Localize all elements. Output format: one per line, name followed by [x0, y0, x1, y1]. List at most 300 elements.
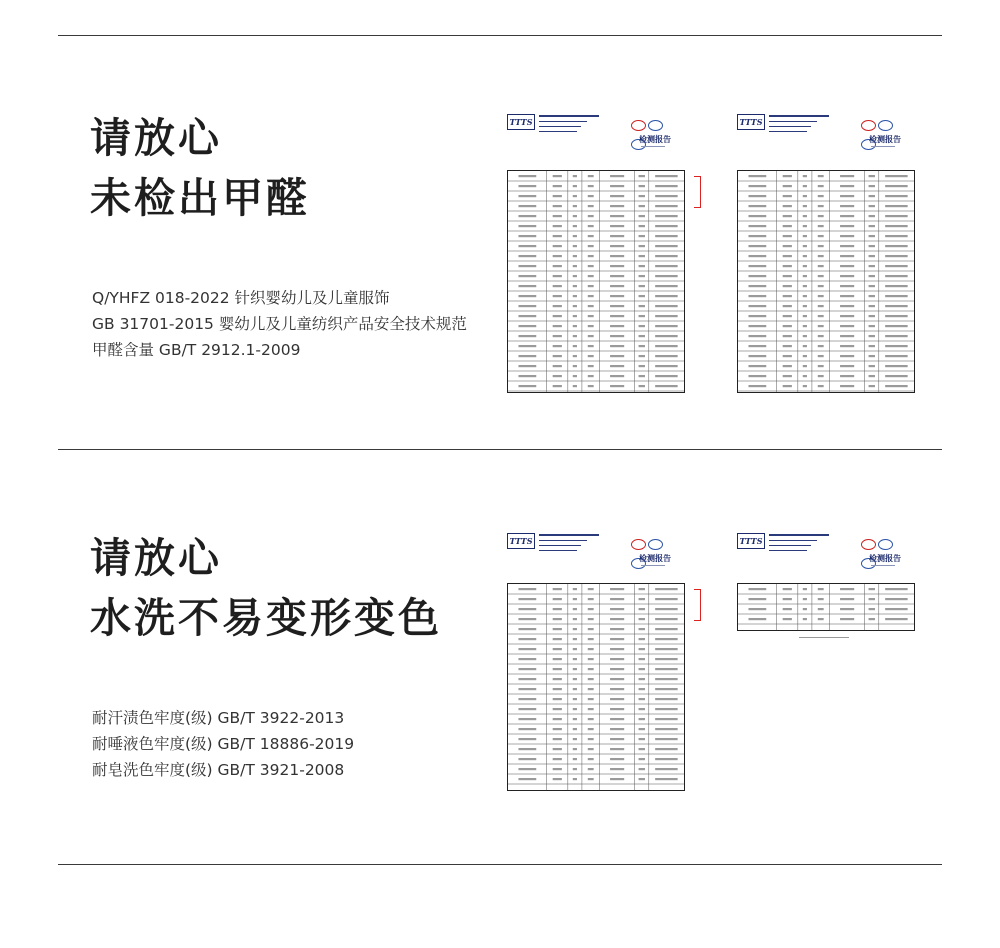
fine-print-text [655, 768, 677, 770]
fine-print-text [840, 365, 854, 367]
report-title: 检测报告 [639, 135, 671, 144]
fine-print-text [518, 698, 536, 700]
fine-print-text [518, 235, 536, 237]
fine-print-text [518, 195, 536, 197]
cma-badge-icon [861, 539, 876, 550]
fine-print-text [518, 185, 536, 187]
fine-print-text [818, 215, 824, 217]
fine-print-text [639, 275, 645, 277]
fine-print-text [573, 225, 577, 227]
standard-item: 耐唾液色牢度(级) GB/T 18886-2019 [92, 735, 355, 753]
report-table-grid [738, 584, 914, 630]
fine-print-text [553, 335, 562, 337]
fine-print-text [518, 335, 536, 337]
standards-list [92, 705, 354, 783]
fine-print-text [869, 335, 875, 337]
fine-print-text [518, 738, 536, 740]
fine-print-text [840, 275, 854, 277]
fine-print-text [610, 698, 624, 700]
fine-print-text [818, 385, 824, 387]
fine-print-text [655, 315, 677, 317]
fine-print-text [610, 245, 624, 247]
fine-print-text [783, 375, 792, 377]
fine-print-text [553, 758, 562, 760]
fine-print-text [553, 738, 562, 740]
fine-print-text [639, 345, 645, 347]
fine-print-text [639, 205, 645, 207]
fine-print-text [818, 235, 824, 237]
fine-print-text [783, 255, 792, 257]
certification-badges [631, 116, 681, 126]
fine-print-text [573, 275, 577, 277]
fine-print-text [610, 335, 624, 337]
fine-print-text [803, 275, 807, 277]
fine-print-text [588, 768, 594, 770]
fine-print-text [610, 315, 624, 317]
fine-print-text [518, 275, 536, 277]
fine-print-text [869, 325, 875, 327]
cnas-badge-icon [648, 539, 663, 550]
fine-print-text [639, 305, 645, 307]
fine-print-text [610, 608, 624, 610]
fine-print-text [748, 235, 766, 237]
fine-print-text [639, 375, 645, 377]
fine-print-text [573, 718, 577, 720]
fine-print-text [588, 588, 594, 590]
fine-print-text [885, 195, 907, 197]
fine-print-text [610, 678, 624, 680]
report-header [507, 108, 691, 156]
fine-print-text [869, 355, 875, 357]
fine-print-text [748, 175, 766, 177]
fine-print-text [783, 205, 792, 207]
cma-badge-icon [861, 120, 876, 131]
fine-print-text [553, 708, 562, 710]
fine-print-text [610, 325, 624, 327]
red-stamp-mark [694, 589, 701, 621]
fine-print-text [869, 225, 875, 227]
fine-print-text [588, 608, 594, 610]
ttts-logo: TTTS [737, 114, 765, 130]
fine-print-text [869, 215, 875, 217]
fine-print-text [553, 588, 562, 590]
fine-print-text [610, 598, 624, 600]
fine-print-text [655, 375, 677, 377]
fine-print-text [518, 355, 536, 357]
fine-print-text [818, 275, 824, 277]
fine-print-text [840, 588, 854, 590]
section-colorfastness [0, 449, 1000, 864]
fine-print-text [639, 628, 645, 630]
fine-print-text [553, 235, 562, 237]
fine-print-text [518, 305, 536, 307]
fine-print-text [518, 728, 536, 730]
fine-print-text [803, 205, 807, 207]
fine-print-text [655, 588, 677, 590]
fine-print-text [588, 275, 594, 277]
fine-print-text [783, 265, 792, 267]
fine-print-text [639, 185, 645, 187]
fine-print-text [573, 185, 577, 187]
fine-print-text [588, 638, 594, 640]
fine-print-text [655, 708, 677, 710]
fine-print-text [818, 255, 824, 257]
fine-print-text [885, 335, 907, 337]
fine-print-text [655, 175, 677, 177]
fine-print-text [639, 738, 645, 740]
fine-print-text [588, 345, 594, 347]
fine-print-text [869, 588, 875, 590]
fine-print-text [639, 195, 645, 197]
fine-print-text [748, 335, 766, 337]
fine-print-text [553, 305, 562, 307]
fine-print-text [639, 728, 645, 730]
fine-print-text [573, 335, 577, 337]
fine-print-text [610, 355, 624, 357]
fine-print-text [588, 295, 594, 297]
fine-print-text [518, 245, 536, 247]
fine-print-text [885, 285, 907, 287]
fine-print-text [518, 385, 536, 387]
fine-print-text [573, 295, 577, 297]
fine-print-text [573, 375, 577, 377]
fine-print-text [840, 608, 854, 610]
fine-print-text [639, 315, 645, 317]
fine-print-text [655, 385, 677, 387]
fine-print-text [803, 608, 807, 610]
report-table-short [737, 583, 915, 631]
headline-line-2: 未检出甲醛 [90, 174, 310, 222]
fine-print-text [818, 265, 824, 267]
fine-print-text [885, 245, 907, 247]
fine-print-text [818, 305, 824, 307]
fine-print-text [748, 305, 766, 307]
fine-print-text [553, 275, 562, 277]
fine-print-text [588, 325, 594, 327]
fine-print-text [639, 385, 645, 387]
fine-print-text [818, 588, 824, 590]
fine-print-text [588, 285, 594, 287]
report-title: 检测报告 [869, 135, 901, 144]
fine-print-text [803, 175, 807, 177]
headline-line-2: 水洗不易变形变色 [90, 594, 442, 642]
fine-print-text [818, 185, 824, 187]
fine-print-text [639, 225, 645, 227]
fine-print-text [783, 355, 792, 357]
fine-print-text [553, 175, 562, 177]
test-report-image [507, 527, 691, 792]
fine-print-text [588, 175, 594, 177]
fine-print-text [588, 598, 594, 600]
fine-print-text [518, 285, 536, 287]
fine-print-text [655, 205, 677, 207]
fine-print-text [783, 325, 792, 327]
fine-print-text [885, 295, 907, 297]
fine-print-text [885, 355, 907, 357]
fine-print-text [518, 718, 536, 720]
fine-print-text [588, 365, 594, 367]
fine-print-text [553, 728, 562, 730]
fine-print-text [610, 648, 624, 650]
fine-print-text [518, 638, 536, 640]
fine-print-text [573, 195, 577, 197]
fine-print-text [783, 315, 792, 317]
fine-print-text [588, 195, 594, 197]
standard-item: 耐皂洗色牢度(级) GB/T 3921-2008 [92, 761, 345, 779]
fine-print-text [655, 698, 677, 700]
fine-print-text [518, 628, 536, 630]
fine-print-text [588, 315, 594, 317]
fine-print-text [573, 708, 577, 710]
fine-print-text [610, 638, 624, 640]
fine-print-text [748, 598, 766, 600]
fine-print-text [518, 315, 536, 317]
report-title: 检测报告 [869, 554, 901, 563]
fine-print-text [869, 245, 875, 247]
fine-print-text [553, 638, 562, 640]
fine-print-text [610, 275, 624, 277]
fine-print-text [885, 265, 907, 267]
fine-print-text [655, 225, 677, 227]
fine-print-text [518, 688, 536, 690]
fine-print-text [553, 215, 562, 217]
fine-print-text [885, 185, 907, 187]
fine-print-text [885, 275, 907, 277]
fine-print-text [639, 295, 645, 297]
fine-print-text [573, 758, 577, 760]
fine-print-text [610, 375, 624, 377]
fine-print-text [840, 375, 854, 377]
fine-print-text [573, 618, 577, 620]
fine-print-text [573, 678, 577, 680]
fine-print-text [655, 255, 677, 257]
fine-print-text [573, 588, 577, 590]
fine-print-text [869, 185, 875, 187]
fine-print-text [869, 618, 875, 620]
fine-print-text [553, 658, 562, 660]
fine-print-text [748, 608, 766, 610]
fine-print-text [553, 608, 562, 610]
fine-print-text [818, 335, 824, 337]
fine-print-text [803, 618, 807, 620]
fine-print-text [783, 235, 792, 237]
fine-print-text [573, 285, 577, 287]
fine-print-text [518, 175, 536, 177]
fine-print-text [639, 255, 645, 257]
fine-print-text [869, 175, 875, 177]
fine-print-text [885, 598, 907, 600]
fine-print-text [553, 768, 562, 770]
certification-badges [631, 535, 681, 545]
fine-print-text [588, 205, 594, 207]
fine-print-text [818, 375, 824, 377]
fine-print-text [639, 598, 645, 600]
fine-print-text [588, 335, 594, 337]
fine-print-text [573, 175, 577, 177]
fine-print-text [783, 245, 792, 247]
fine-print-text [885, 375, 907, 377]
report-table-grid [508, 584, 684, 790]
fine-print-text [803, 245, 807, 247]
fine-print-text [885, 618, 907, 620]
fine-print-text [840, 355, 854, 357]
fine-print-text [518, 255, 536, 257]
fine-print-text [553, 315, 562, 317]
fine-print-text [588, 355, 594, 357]
fine-print-text [518, 778, 536, 780]
fine-print-text [748, 345, 766, 347]
fine-print-text [818, 325, 824, 327]
certification-badges [861, 535, 911, 545]
fine-print-text [588, 688, 594, 690]
fine-print-text [803, 375, 807, 377]
fine-print-text [840, 285, 854, 287]
standard-item: 耐汗渍色牢度(级) GB/T 3922-2013 [92, 709, 345, 727]
fine-print-text [639, 335, 645, 337]
fine-print-text [869, 285, 875, 287]
fine-print-text [588, 628, 594, 630]
fine-print-text [518, 758, 536, 760]
fine-print-text [748, 215, 766, 217]
fine-print-text [518, 658, 536, 660]
fine-print-text [518, 295, 536, 297]
headline [90, 528, 442, 648]
fine-print-text [588, 778, 594, 780]
fine-print-text [840, 618, 854, 620]
fine-print-text [573, 638, 577, 640]
fine-print-text [818, 285, 824, 287]
fine-print-text [885, 255, 907, 257]
fine-print-text [573, 365, 577, 367]
fine-print-text [818, 355, 824, 357]
fine-print-text [518, 215, 536, 217]
fine-print-text [518, 265, 536, 267]
fine-print-text [840, 225, 854, 227]
fine-print-text [610, 588, 624, 590]
cnas-badge-icon [878, 539, 893, 550]
fine-print-text [573, 698, 577, 700]
cma-badge-icon [631, 539, 646, 550]
standard-item: Q/YHFZ 018-2022 针织婴幼儿及儿童服饰 [92, 289, 390, 307]
fine-print-text [573, 345, 577, 347]
fine-print-text [869, 265, 875, 267]
fine-print-text [573, 768, 577, 770]
fine-print-text [869, 275, 875, 277]
fine-print-text [553, 678, 562, 680]
fine-print-text [610, 618, 624, 620]
cnas-badge-icon [878, 120, 893, 131]
fine-print-text [840, 185, 854, 187]
standard-item: GB 31701-2015 婴幼儿及儿童纺织产品安全技术规范 [92, 315, 467, 333]
fine-print-text [655, 658, 677, 660]
fine-print-text [518, 225, 536, 227]
fine-print-text [655, 185, 677, 187]
fine-print-text [588, 305, 594, 307]
fine-print-text [610, 768, 624, 770]
fine-print-text [573, 778, 577, 780]
fine-print-text [610, 708, 624, 710]
fine-print-text [610, 668, 624, 670]
fine-print-text [803, 195, 807, 197]
fine-print-text [518, 588, 536, 590]
fine-print-text [803, 295, 807, 297]
fine-print-text [588, 678, 594, 680]
fine-print-text [655, 738, 677, 740]
fine-print-text [803, 335, 807, 337]
fine-print-text [573, 658, 577, 660]
fine-print-text [783, 305, 792, 307]
report-table-grid [738, 171, 914, 392]
fine-print-text [573, 385, 577, 387]
fine-print-text [840, 345, 854, 347]
fine-print-text [588, 748, 594, 750]
fine-print-text [655, 628, 677, 630]
fine-print-text [518, 325, 536, 327]
fine-print-text [573, 608, 577, 610]
fine-print-text [610, 778, 624, 780]
fine-print-text [803, 588, 807, 590]
fine-print-text [639, 285, 645, 287]
fine-print-text [639, 708, 645, 710]
fine-print-text [518, 345, 536, 347]
fine-print-text [655, 355, 677, 357]
fine-print-text [610, 195, 624, 197]
fine-print-text [869, 255, 875, 257]
fine-print-text [655, 295, 677, 297]
fine-print-text [553, 688, 562, 690]
fine-print-text [840, 265, 854, 267]
fine-print-text [783, 195, 792, 197]
fine-print-text [639, 608, 645, 610]
fine-print-text [610, 175, 624, 177]
report-table [737, 170, 915, 393]
fine-print-text [818, 175, 824, 177]
fine-print-text [803, 285, 807, 287]
fine-print-text [803, 315, 807, 317]
fine-print-text [639, 618, 645, 620]
fine-print-text [518, 205, 536, 207]
fine-print-text [553, 195, 562, 197]
report-footer-mark [799, 637, 849, 638]
fine-print-text [553, 718, 562, 720]
standard-item: 甲醛含量 GB/T 2912.1-2009 [92, 341, 301, 359]
fine-print-text [655, 598, 677, 600]
fine-print-text [639, 325, 645, 327]
fine-print-text [610, 748, 624, 750]
fine-print-text [588, 698, 594, 700]
fine-print-text [748, 588, 766, 590]
fine-print-text [783, 215, 792, 217]
ttts-logo: TTTS [507, 533, 535, 549]
fine-print-text [818, 225, 824, 227]
fine-print-text [518, 668, 536, 670]
fine-print-text [803, 365, 807, 367]
fine-print-text [818, 598, 824, 600]
fine-print-text [783, 225, 792, 227]
fine-print-text [655, 285, 677, 287]
fine-print-text [803, 255, 807, 257]
fine-print-text [869, 385, 875, 387]
fine-print-text [655, 245, 677, 247]
fine-print-text [610, 215, 624, 217]
fine-print-text [588, 225, 594, 227]
fine-print-text [553, 598, 562, 600]
fine-print-text [610, 658, 624, 660]
fine-print-text [553, 748, 562, 750]
fine-print-text [553, 375, 562, 377]
fine-print-text [518, 608, 536, 610]
fine-print-text [553, 325, 562, 327]
